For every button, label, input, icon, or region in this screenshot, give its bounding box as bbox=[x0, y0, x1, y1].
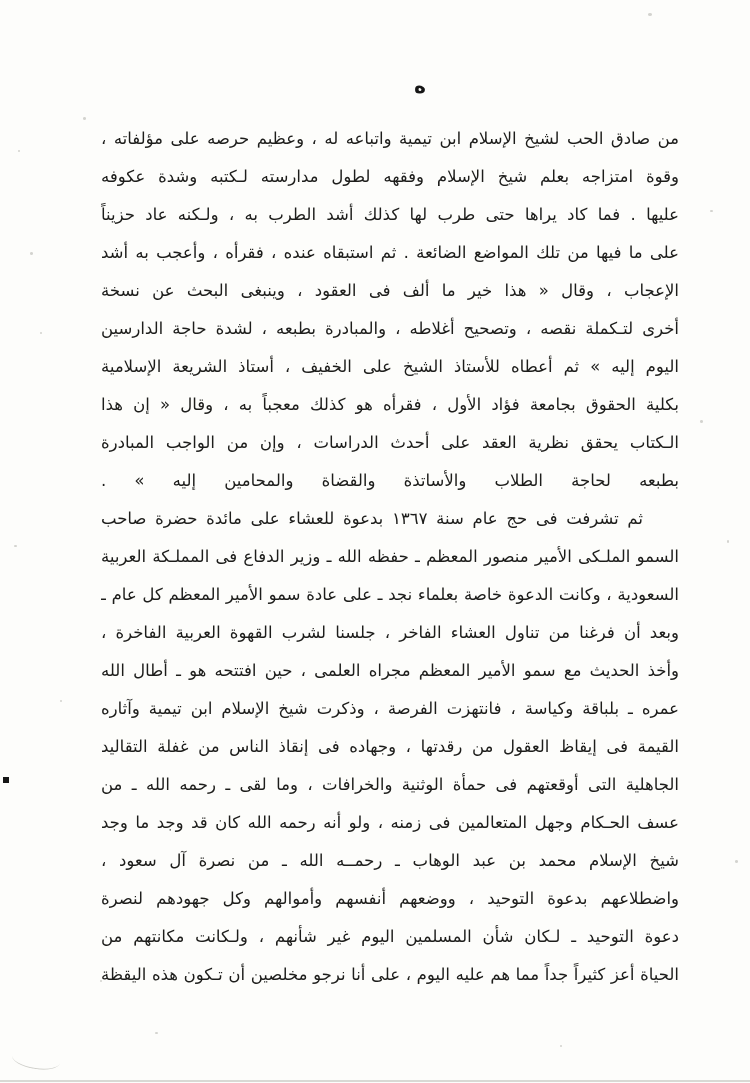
scan-noise-speck bbox=[560, 1045, 562, 1047]
text-line-p1-5: الإعجاب ، وقال « هذا خير ما ألف فى العقود ، وينبغى البحث عن نسخة bbox=[101, 281, 679, 300]
text-line-p2-2: السمو الملـكى الأمير منصور المعظم ـ حفظه الله ـ وزير الدفاع فى المملـكة العربية bbox=[101, 547, 679, 566]
scan-noise-speck bbox=[60, 700, 62, 702]
text-line-p1-7: اليوم إليه » ثم أعطاه للأستاذ الشيخ على الخفيف ، أستاذ الشريعة الإسلامية bbox=[101, 357, 679, 376]
text-line-p2-6: عمره ـ بلباقة وكياسة ، فانتهزت الفرصة ، وذكرت شيخ الإسلام ابن تيمية وآثاره bbox=[101, 699, 679, 718]
scan-noise-speck bbox=[40, 332, 42, 334]
scan-noise-speck bbox=[100, 980, 102, 982]
scan-noise-speck bbox=[735, 860, 738, 863]
text-line-p2-4: وبعد أن فرغنا من تناول العشاء الفاخر ، جلسنا لشرب القهوة العربية الفاخرة ، bbox=[101, 623, 679, 642]
text-line-p2-13: الحياة أعز كثيراً جداً مما هم عليه اليوم ، على أنا نرجو مخلصين أن تـكون هذه اليقظة bbox=[101, 965, 679, 984]
text-line-p2-8: الجاهلية التى أوقعتهم فى حمأة الوثنية والخرافات ، وما لقى ـ رحمه الله ـ من bbox=[101, 775, 679, 794]
text-line-p2-9: عسف الحـكام وجهل المتعالمين فى زمنه ، ولو أنه رحمه الله كان قد وجد ما وجد bbox=[101, 813, 679, 832]
scan-ink-blot bbox=[3, 777, 9, 783]
scan-noise-speck bbox=[648, 13, 652, 16]
scan-noise-speck bbox=[727, 540, 729, 543]
text-line-p2-11: واضطلاعهم بدعوة التوحيد ، ووضعهم أنفسهم وأموالهم وكل جهودهم لنصرة bbox=[101, 889, 679, 908]
text-line-p2-7: القيمة فى إيقاظ العقول من رقدتها ، وجهاده فى إنقاذ الناس من غفلة التقاليد bbox=[101, 737, 679, 756]
scan-pencil-mark bbox=[11, 1046, 61, 1072]
text-line-p2-1: ثم تشرفت فى حج عام سنة ١٣٦٧ بدعوة للعشاء على مائدة حضرة صاحب bbox=[101, 509, 644, 528]
text-line-p1-9: الـكتاب يحقق نظرية العقد على أحدث الدراسات ، وإن من الواجب المبادرة bbox=[101, 433, 679, 452]
scan-noise-speck bbox=[30, 252, 33, 255]
page-number: ه bbox=[414, 74, 426, 98]
text-line-p1-6: أخرى لتـكملة نقصه ، وتصحيح أغلاطه ، والمبادرة بطبعه ، لشدة حاجة الدارسين bbox=[101, 319, 679, 338]
scan-noise-speck bbox=[710, 210, 713, 212]
text-line-p1-4: على ما فيها من تلك المواضع الضائعة . ثم استبقاه عنده ، فقرأه ، وأعجب به أشد bbox=[101, 243, 679, 262]
body-text-block bbox=[101, 120, 679, 994]
scan-noise-speck bbox=[83, 117, 86, 120]
text-line-p1-8: بكلية الحقوق بجامعة فؤاد الأول ، فقرأه هو كذلك معجباً به ، وقال « إن هذا bbox=[101, 395, 679, 414]
scan-noise-speck bbox=[700, 420, 703, 423]
scan-noise-speck bbox=[18, 150, 20, 152]
text-line-p1-3: عليها . فما كاد يراها حتى طرب لها كذلك أشد الطرب به ، ولـكنه عاد حزيناً bbox=[101, 205, 679, 224]
text-line-p2-10: شيخ الإسلام محمد بن عبد الوهاب ـ رحمــه الله ـ من نصرة آل سعود ، bbox=[101, 851, 679, 870]
scan-edge-shadow bbox=[0, 1080, 750, 1082]
text-line-p1-10: بطبعه لحاجة الطلاب والأساتذة والقضاة والمحامين إليه » . bbox=[101, 471, 679, 490]
scan-noise-speck bbox=[155, 1032, 158, 1034]
text-line-p1-2: وقوة امتزاجه بعلم شيخ الإسلام وفقهه لطول مدارسته لـكتبه وشدة عكوفه bbox=[101, 167, 679, 186]
text-line-p1-1: من صادق الحب لشيخ الإسلام ابن تيمية واتباعه له ، وعظيم حرصه على مؤلفاته ، bbox=[101, 129, 679, 148]
text-line-p2-3: السعودية ، وكانت الدعوة خاصة بعلماء نجد ـ على عادة سمو الأمير المعظم كل عام ـ bbox=[101, 585, 679, 604]
text-line-p2-12: دعوة التوحيد ـ لـكان شأن المسلمين اليوم غير شأنهم ، ولـكانت مكانتهم من bbox=[101, 927, 679, 946]
text-line-p2-5: وأخذ الحديث مع سمو الأمير المعظم مجراه العلمى ، حين افتتحه هو ـ أطال الله bbox=[101, 661, 679, 680]
scan-noise-speck bbox=[14, 545, 17, 547]
